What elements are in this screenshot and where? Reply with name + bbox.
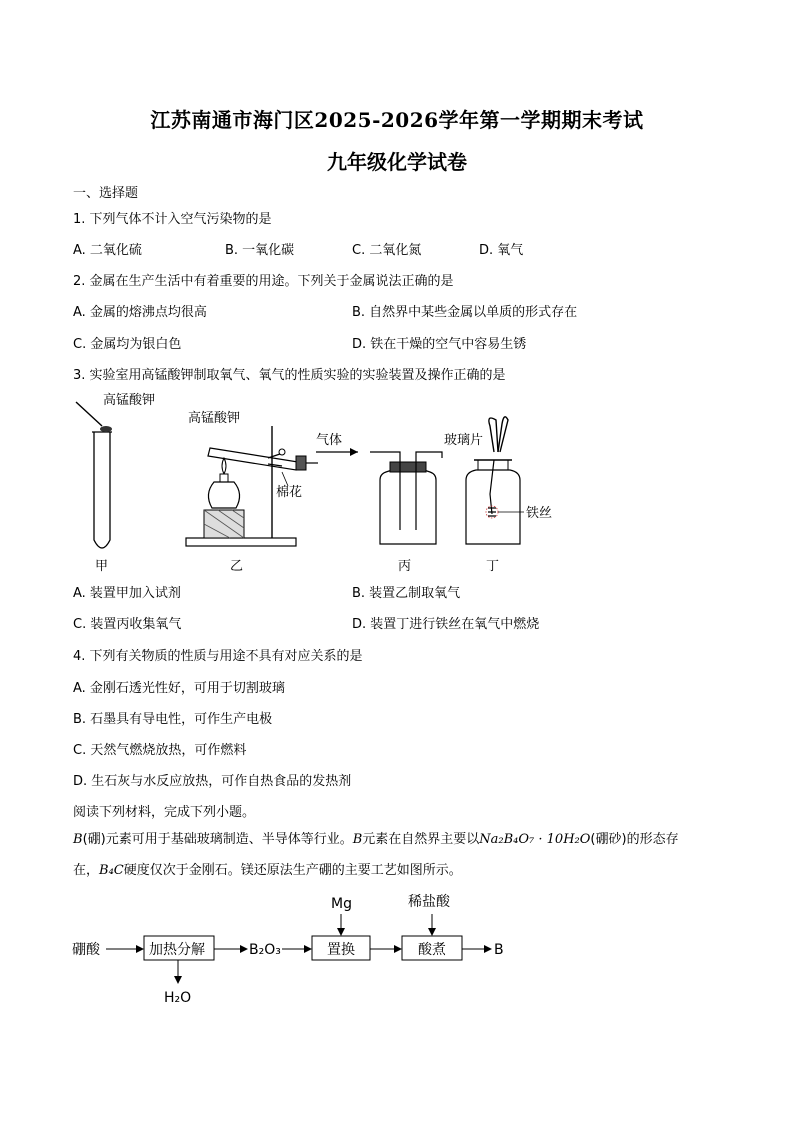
q4-option-c: C. 天然气燃烧放热，可作燃料 xyxy=(73,743,247,758)
arrow-down-icon xyxy=(174,976,182,984)
exam-title: 江苏南通市海门区2025-2026学年第一学期期末考试 xyxy=(150,108,644,132)
q2-option-a: A. 金属的熔沸点均很高 xyxy=(73,305,207,320)
arrow-right-icon xyxy=(136,945,144,953)
flow-step3: 酸煮 xyxy=(418,942,446,958)
q2-option-c: C. 金属均为银白色 xyxy=(73,337,182,352)
apparatus-ding xyxy=(444,417,552,574)
q2-stem: 2. 金属在生产生活中有着重要的用途。下列关于金属说法正确的是 xyxy=(73,274,454,289)
q4-option-b: B. 石墨具有导电性，可作生产电极 xyxy=(73,712,273,727)
q4-stem: 4. 下列有关物质的性质与用途不具有对应关系的是 xyxy=(73,649,363,664)
arrow-right-icon xyxy=(304,945,312,953)
q2-option-d: D. 铁在干燥的空气中容易生锈 xyxy=(352,337,527,352)
q1-option-a: A. 二氧化硫 xyxy=(73,243,142,258)
q1-stem: 1. 下列气体不计入空气污染物的是 xyxy=(73,212,272,227)
reading-passage: B(硼)元素可用于基础玻璃制造、半导体等行业。B元素在自然界主要以Na₂B₄O₇ · 10H₂O(硼砂)的形态存 在，B₄C硬度仅次于金刚石。镁还原法生产硼的主要工艺如图所示。 xyxy=(73,832,679,878)
iron-label: 铁丝 xyxy=(526,506,553,521)
arrow-down-icon xyxy=(428,928,436,936)
exam-subtitle: 九年级化学试卷 xyxy=(327,150,467,174)
flow-product: B xyxy=(494,942,504,958)
q3-option-a: A. 装置甲加入试剂 xyxy=(73,586,181,601)
q4-option-a: A. 金刚石透光性好，可用于切割玻璃 xyxy=(73,681,285,696)
q3-apparatus-figure xyxy=(70,390,590,576)
bing-label: 丙 xyxy=(398,559,412,574)
glass-label: 玻璃片 xyxy=(444,433,484,448)
flow-start: 硼酸 xyxy=(72,942,100,958)
apparatus-yi xyxy=(186,410,318,574)
q1-option-b: B. 一氧化碳 xyxy=(225,243,295,258)
apparatus-jia xyxy=(76,392,155,574)
jia-reagent-label: 高锰酸钾 xyxy=(103,393,156,408)
boron-process-flowchart xyxy=(70,888,530,1010)
flow-water: H₂O xyxy=(164,990,192,1006)
flow-b2o3: B₂O₃ xyxy=(249,942,281,958)
flow-step1: 加热分解 xyxy=(149,942,205,958)
q1-option-c: C. 二氧化氮 xyxy=(352,243,422,258)
arrow-right-icon xyxy=(240,945,248,953)
section-heading: 一、选择题 xyxy=(73,186,139,201)
arrow-right-icon xyxy=(350,448,358,456)
jia-label: 甲 xyxy=(95,559,109,574)
tongs-icon xyxy=(498,417,508,452)
arrow-right-icon xyxy=(484,945,492,953)
cotton-label: 棉花 xyxy=(276,485,303,500)
q3-option-b: B. 装置乙制取氧气 xyxy=(352,586,461,601)
apparatus-bing xyxy=(316,432,442,574)
q4-option-d: D. 生石灰与水反应放热，可作自热食品的发热剂 xyxy=(73,774,352,789)
q2-option-b: B. 自然界中某些金属以单质的形式存在 xyxy=(352,305,578,320)
spoon-icon xyxy=(100,426,112,432)
borax-formula: Na₂B₄O₇ · 10H₂O xyxy=(479,832,591,847)
arrow-right-icon xyxy=(394,945,402,953)
flow-acid: 稀盐酸 xyxy=(408,894,450,910)
flow-mg: Mg xyxy=(331,896,352,912)
reading-intro: 阅读下列材料，完成下列小题。 xyxy=(73,805,256,820)
boron-symbol: B xyxy=(73,832,83,847)
boron-carbide-formula: B₄C xyxy=(99,863,124,878)
q1-option-d: D. 氧气 xyxy=(479,243,524,258)
ding-label: 丁 xyxy=(486,559,500,574)
q3-option-c: C. 装置丙收集氧气 xyxy=(73,617,182,632)
q3-option-d: D. 装置丁进行铁丝在氧气中燃烧 xyxy=(352,617,540,632)
gas-label: 气体 xyxy=(316,433,343,448)
flow-step2: 置换 xyxy=(327,942,355,958)
yi-reagent-label: 高锰酸钾 xyxy=(188,411,241,426)
yi-label: 乙 xyxy=(230,559,244,574)
q3-stem: 3. 实验室用高锰酸钾制取氧气、氧气的性质实验的实验装置及操作正确的是 xyxy=(73,368,506,383)
arrow-down-icon xyxy=(337,928,345,936)
